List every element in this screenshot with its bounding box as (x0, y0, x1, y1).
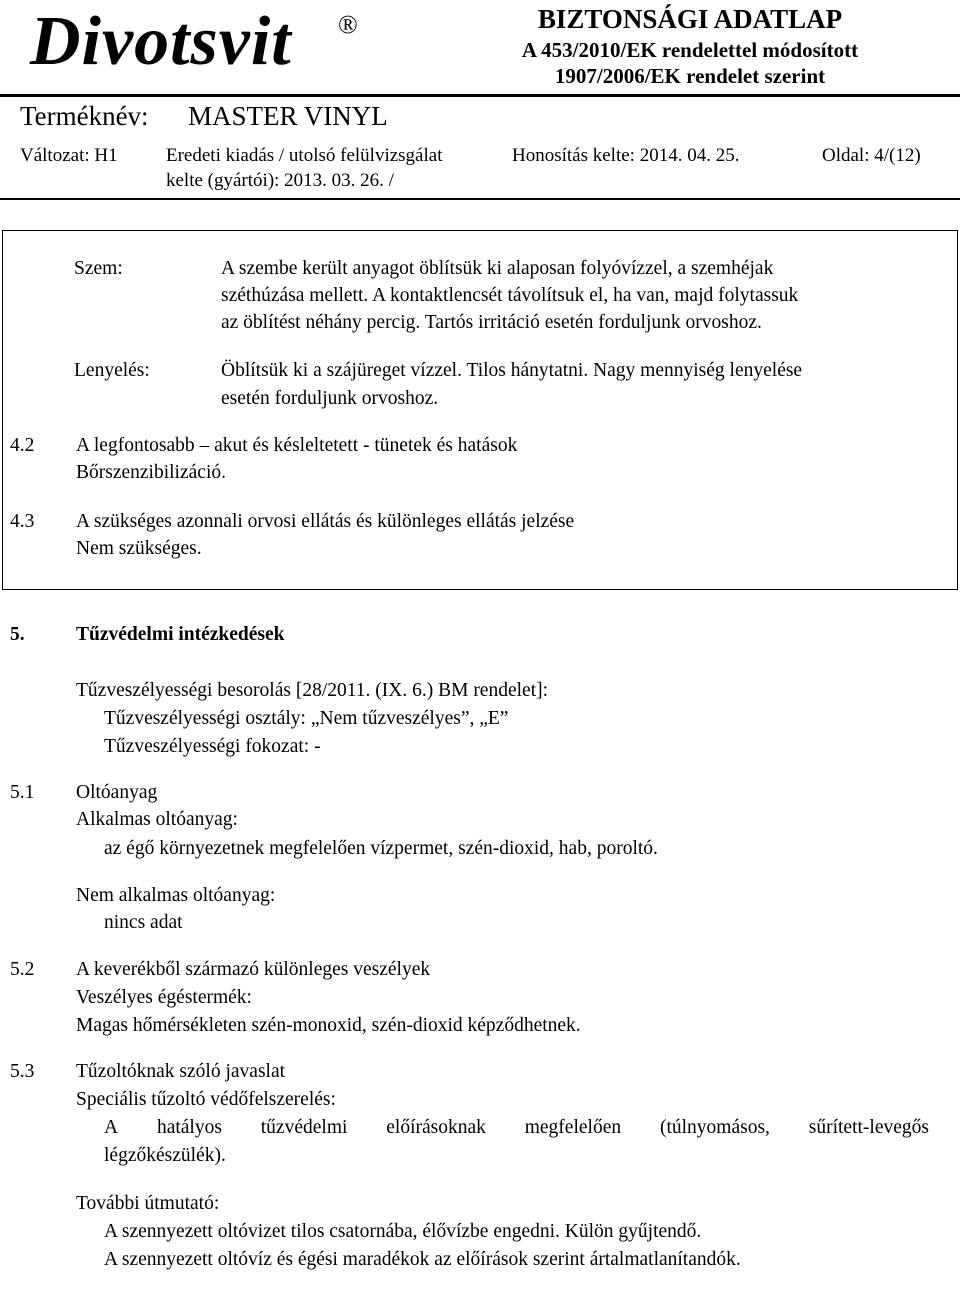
unsuitable-media-text: nincs adat (104, 912, 183, 933)
fire-classification: Tűzveszélyességi besorolás [28/2011. (IX. 6.) BM rendelet]: (76, 680, 549, 701)
header-divider (0, 94, 960, 97)
section-5-title: Tűzvédelmi intézkedések (76, 624, 285, 645)
original-release-line-1: Eredeti kiadás / utolsó felülvizsgálat (166, 145, 443, 166)
further-guidance-line-1: A szennyezett oltóvizet tilos csatornába, élővízbe engedni. Külön gyűjtendő. (104, 1221, 702, 1242)
hazardous-products-label: Veszélyes égéstermék: (76, 987, 252, 1008)
ingestion-label: Lenyelés: (74, 360, 150, 381)
ppe-label: Speciális tűzoltó védőfelszerelés: (76, 1089, 336, 1110)
section-4-2-number: 4.2 (10, 435, 35, 456)
suitable-media-label: Alkalmas oltóanyag: (76, 809, 238, 830)
section-5-number: 5. (10, 624, 25, 645)
ppe-word: előírásoknak (386, 1117, 486, 1138)
registered-mark: ® (338, 10, 358, 39)
section-4-3-title: A szükséges azonnali orvosi ellátás és különleges ellátás jelzése (76, 511, 575, 532)
hazardous-products-text: Magas hőmérsékleten szén-monoxid, szén-dioxid képződhetnek. (76, 1015, 581, 1036)
page-number: Oldal: 4/(12) (822, 145, 921, 166)
ppe-word: megfelelően (524, 1117, 622, 1138)
section-4-3-number: 4.3 (10, 511, 35, 532)
section-5-1-title: Oltóanyag (76, 782, 158, 803)
eye-text-line-3: az öblítést néhány percig. Tartós irritáció esetén forduljunk orvoshoz. (221, 312, 762, 333)
further-guidance-label: További útmutató: (76, 1193, 220, 1214)
eye-text-line-1: A szembe került anyagot öblítsük ki alaposan folyóvízzel, a szemhéjak (221, 258, 774, 279)
original-release-line-2: kelte (gyártói): 2013. 03. 26. / (166, 170, 394, 191)
section-4-3-text: Nem szükséges. (76, 538, 202, 559)
header-bottom-divider (0, 198, 960, 200)
version: Változat: H1 (20, 145, 118, 166)
document-title: BIZTONSÁGI ADATLAP (537, 4, 843, 34)
ppe-text-line-1 (104, 1117, 929, 1139)
section-5-3-number: 5.3 (10, 1061, 35, 1082)
regulation-line-1: A 453/2010/EK rendelettel módosított (521, 38, 859, 62)
fire-class: Tűzveszélyességi osztály: „Nem tűzveszélyes”, „E” (104, 708, 509, 729)
company-logo: Divotsvit (30, 3, 292, 80)
eye-label: Szem: (74, 258, 123, 279)
suitable-media-text: az égő környezetnek megfelelően vízpermet, szén-dioxid, hab, poroltó. (104, 838, 658, 859)
first-aid-box (2, 230, 958, 590)
ppe-word: A (104, 1117, 119, 1138)
product-name: MASTER VINYL (188, 101, 388, 131)
ppe-word: hatályos (156, 1117, 222, 1138)
ingestion-text-line-1: Öblítsük ki a szájüreget vízzel. Tilos hánytatni. Nagy mennyiség lenyelése (221, 360, 803, 381)
ppe-text-line-2: légzőkészülék). (104, 1145, 226, 1166)
ppe-word: tűzvédelmi (260, 1117, 348, 1138)
section-5-3-title: Tűzoltóknak szóló javaslat (76, 1061, 286, 1082)
ppe-word: (túlnyomásos, (659, 1117, 770, 1138)
section-5-2-title: A keverékből származó különleges veszélyek (76, 959, 431, 980)
regulation-line-2: 1907/2006/EK rendelet szerint (554, 64, 826, 88)
fire-grade: Tűzveszélyességi fokozat: - (104, 736, 321, 757)
section-4-2-text: Bőrszenzibilizáció. (76, 462, 226, 483)
ppe-word: sűrített-levegős (808, 1117, 929, 1138)
section-4-2-title: A legfontosabb – akut és késleltetett - tünetek és hatások (76, 435, 518, 456)
product-label: Terméknév: (20, 101, 149, 131)
unsuitable-media-label: Nem alkalmas oltóanyag: (76, 885, 276, 906)
section-5-1-number: 5.1 (10, 782, 35, 803)
section-5-2-number: 5.2 (10, 959, 35, 980)
ingestion-text-line-2: esetén forduljunk orvoshoz. (221, 388, 439, 409)
localization-date: Honosítás kelte: 2014. 04. 25. (512, 145, 740, 166)
further-guidance-line-2: A szennyezett oltóvíz és égési maradékok az előírások szerint ártalmatlanítandók. (104, 1249, 741, 1270)
eye-text-line-2: széthúzása mellett. A kontaktlencsét távolítsuk el, ha van, majd folytassuk (221, 285, 799, 306)
